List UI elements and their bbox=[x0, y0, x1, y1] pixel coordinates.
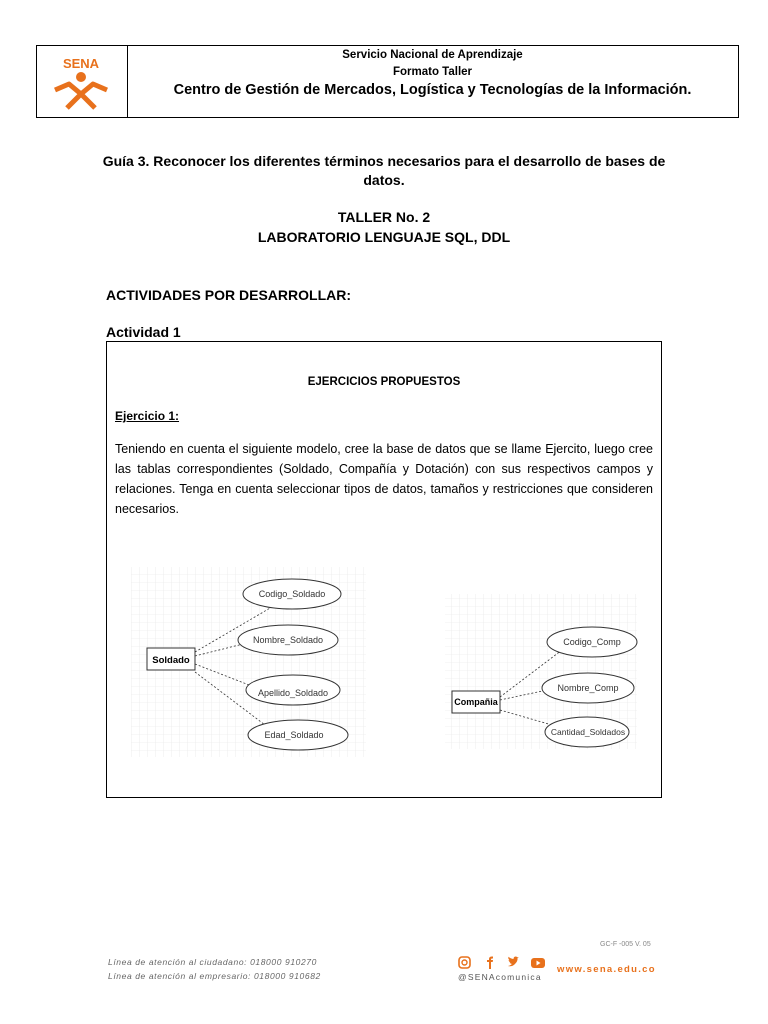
exercise-box bbox=[106, 341, 662, 798]
lab-title: LABORATORIO LENGUAJE SQL, DDL bbox=[257, 229, 511, 245]
sena-logo bbox=[49, 54, 113, 112]
activities-heading: ACTIVIDADES POR DESARROLLAR: bbox=[106, 287, 352, 303]
logo-cell bbox=[37, 46, 128, 117]
taller-number: TALLER No. 2 bbox=[337, 209, 431, 225]
guide-title-line1: Guía 3. Reconocer los diferentes términos necesarios para el desarrollo de bases de bbox=[102, 153, 666, 169]
attr-nombre-soldado-label: Nombre_Soldado bbox=[252, 635, 324, 645]
form-code: GC-F -005 V. 05 bbox=[600, 941, 651, 948]
document-header bbox=[36, 45, 739, 118]
twitter-icon[interactable] bbox=[508, 957, 519, 967]
entity-soldado-label: Soldado bbox=[152, 655, 190, 666]
footer-citizen-line: Línea de atención al ciudadano: 018000 910270 bbox=[108, 957, 317, 967]
sena-logo-text: SENA bbox=[62, 56, 100, 71]
footer-business-line: Línea de atención al empresario: 018000 910682 bbox=[108, 971, 321, 981]
guide-title-line2: datos. bbox=[363, 172, 405, 188]
youtube-icon[interactable] bbox=[531, 958, 545, 968]
website-link[interactable]: www.sena.edu.co bbox=[557, 964, 656, 975]
activity-1-heading: Actividad 1 bbox=[106, 324, 181, 340]
attr-codigo-comp-label: Codigo_Comp bbox=[563, 637, 621, 647]
attr-nombre-comp-label: Nombre_Comp bbox=[557, 683, 619, 693]
instagram-icon[interactable] bbox=[459, 957, 470, 968]
attr-codigo-soldado-label: Codigo_Soldado bbox=[258, 589, 326, 599]
header-format: Formato Taller bbox=[392, 66, 473, 78]
entity-compania-label: Compañia bbox=[454, 697, 498, 707]
guide-title bbox=[100, 152, 668, 190]
header-institution: Servicio Nacional de Aprendizaje bbox=[342, 49, 523, 61]
exercise-1-text: Teniendo en cuenta el siguiente modelo, cree la base de datos que se llame Ejercito, luego cree las tablas correspondientes (Soldado, Compañía y Dotación) con sus respectivos campos y relaciones. Tenga en cuenta seleccionar tipos de datos, tamaños y restricciones que consideren necesarios. bbox=[115, 442, 653, 516]
attr-cantidad-soldados-label: Cantidad_Soldados bbox=[550, 727, 626, 737]
er-diagrams bbox=[107, 342, 663, 799]
attr-apellido-soldado-label: Apellido_Soldado bbox=[257, 688, 329, 698]
exercises-heading: EJERCICIOS PROPUESTOS bbox=[307, 376, 461, 388]
header-center: Centro de Gestión de Mercados, Logística y Tecnologías de la Información. bbox=[173, 82, 692, 98]
attr-edad-soldado-label: Edad_Soldado bbox=[264, 730, 324, 740]
exercise-1-label: Ejercicio 1: bbox=[115, 409, 180, 423]
social-handle: @SENAcomunica bbox=[458, 972, 542, 982]
facebook-icon[interactable] bbox=[487, 957, 493, 970]
social-icons bbox=[458, 956, 550, 970]
